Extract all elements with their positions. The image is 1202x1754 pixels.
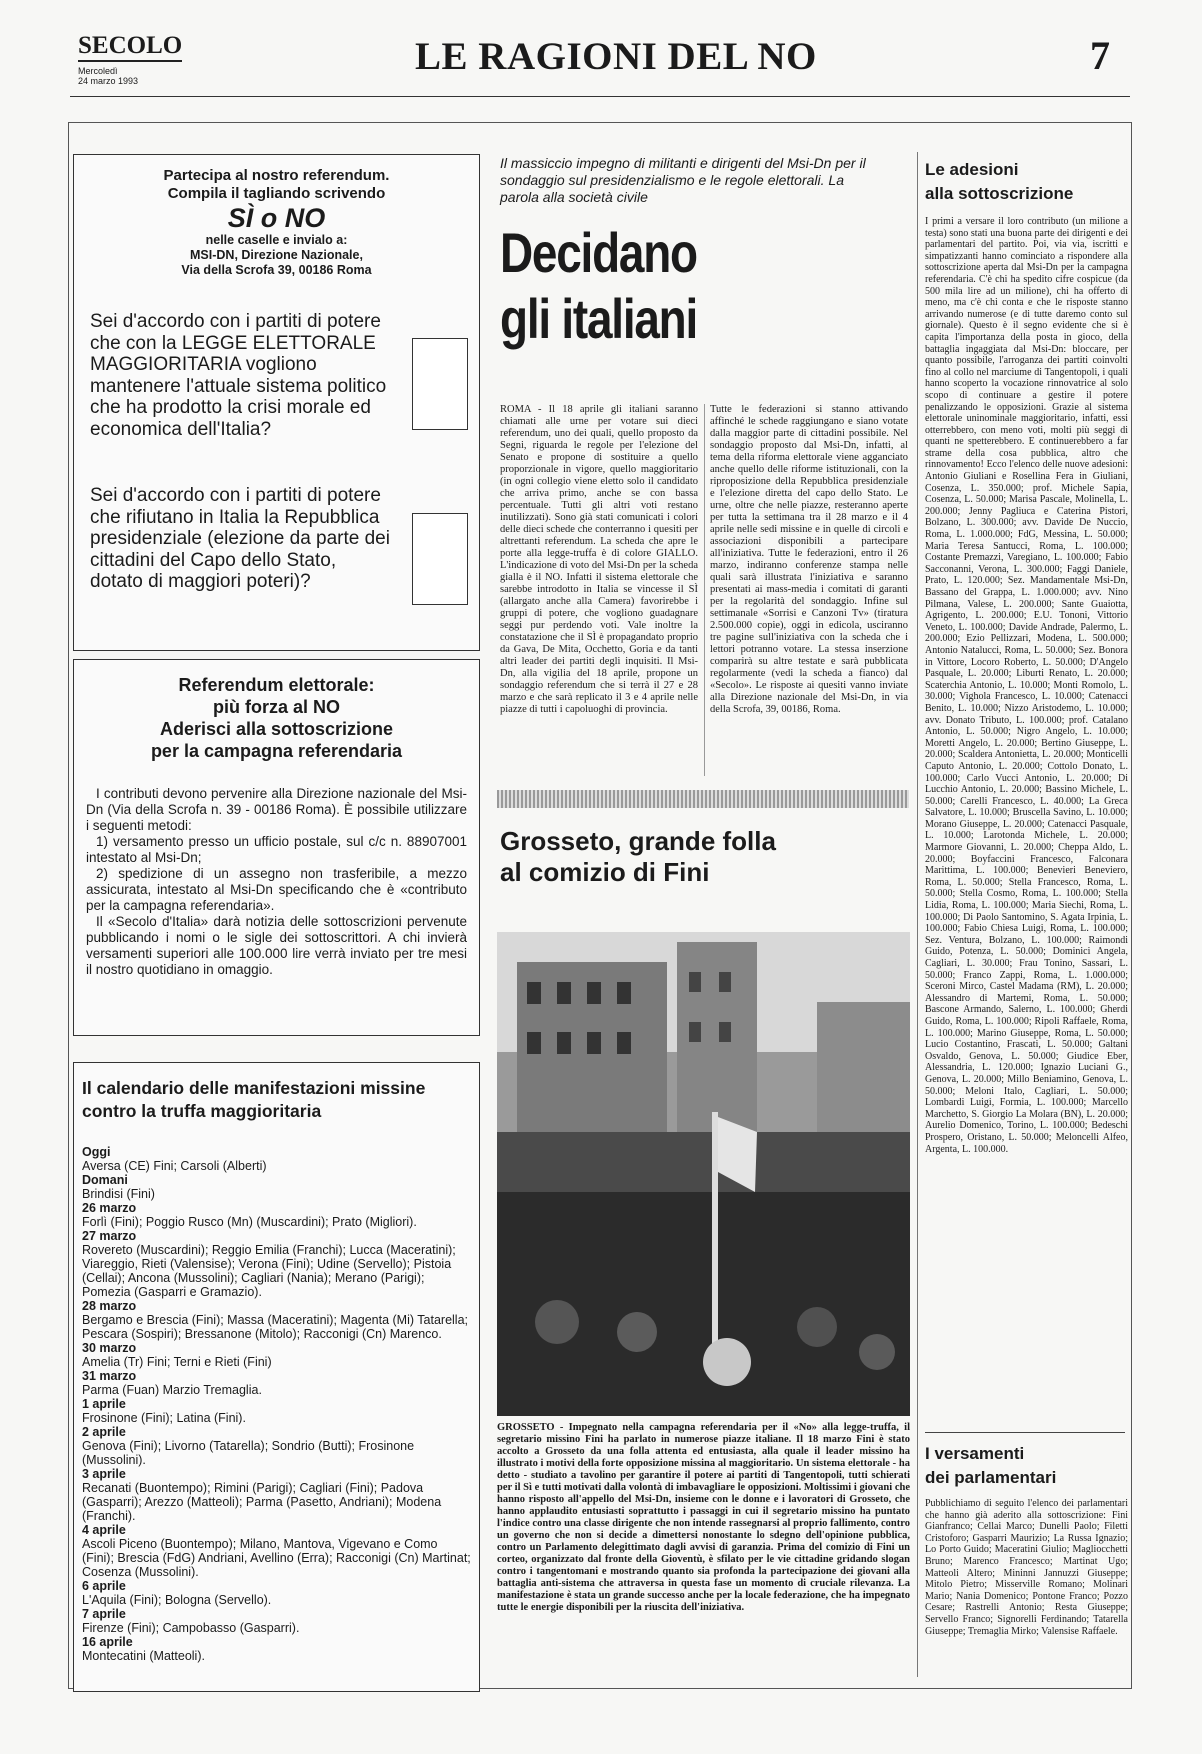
crowd-photo — [497, 932, 910, 1416]
answer-box-2[interactable] — [412, 513, 468, 605]
article-headline — [500, 220, 697, 352]
versamenti-title-2: dei parlamentari — [925, 1468, 1057, 1487]
calendar-list — [82, 1145, 479, 1663]
coupon-line-1: Partecipa al nostro referendum. — [163, 167, 390, 184]
article-column-1: ROMA - Il 18 aprile gli italiani saranno chiamati alle urne per votare sui dieci referendum, uno dei quali, quello proposto da Segni, riguarda le regole per l'elezione del Senato e propone di sostituire a quello proporzionale in vigore, quello maggioritario (in ogni collegio viene eletto solo il candidato che arriva primo, anche se con bassa percentuale. Tutti gli altri voti restano inutilizzati). Sono già stati comunicati i colori delle dieci schede che conterranno i quesiti per altrettanti referendum. La scheda che apre le porte alla legge-truffa è di colore GIALLO. L'indicazione di voto del Msi-Dn per la scheda gialla è il NO. Infatti il sistema elettorale che sarebbe introdotto in Italia se vincesse il SÌ (allargato anche alla Camera) favorirebbe i gruppi di potere, che vogliono guadagnare seggi pur perdendo voti. Vale inoltre la constatazione che il SÌ è propagandato proprio da Gava, De Mita, Occhetto, Goria e da tanti altri leader dei partiti degli inquisiti. Il Msi-Dn, alla vigilia del 18 aprile, propone un sondaggio referendum che si terrà il 27 e 28 marzo e che sarà replicato il 3 e 4 aprile nelle piazze di tutti i capoluoghi di provincia. — [500, 404, 698, 715]
subscription-title-1: Referendum elettorale: — [178, 675, 375, 695]
calendar-date: Oggi — [82, 1145, 111, 1159]
calendar-date: 27 marzo — [82, 1229, 137, 1243]
adesioni-body: I primi a versare il loro contributo (un milione a testa) sono stati una buona parte dei dirigenti e dei parlamentari del partito. Poi, via via, iscritti e simpatizzanti hanno cominciato a rispondere alla sottoscrizione aperta dal Msi-Dn per la campagna referendaria. C'è chi ha spedito cifre cospicue (da 500 mila lire ad un milione), chi ha offerto di meno, ma c'è chi conta e che le risposte stanno arrivando numerose (e di tutte daremo conto sul giornale). Questo è il segno evidente che si è capita l'importanza della posta in gioco, della battaglia ingaggiata dal Msi-Dn: bloccare, per quanto possibile, l'arroganza dei partiti coinvolti fino al collo nel marciume di Tangentopoli, i quali hanno scoperto la vocazione rinnovatrice al solo scopo di continuare a gestire il potere penalizzando le opposizioni. Grazie al sistema elettorale uninominale maggioritario, infatti, essi otterrebbero, con meno voti, molti più seggi di quanti ne spetterebbero. E continuerebbero a far strame della cosa pubblica, altro che rinnovamento! Ecco l'elenco delle nuove adesioni: Antonio Giuliani e Rosellina Fera in Giuliani, Cosenza, L. 350.000; prof. Michele Sapia, Cosenza, L. 50.000; Marisa Pascale, Molinella, L. 200.000; Jenny Pagliuca e Caterina Pistori, Bolzano, L. 300.000; avv. Davide De Nuccio, Roma, L. 1.000.000; FdG, Messina, L. 50.000; Maria Teresa Santucci, Roma, L. 100.000; Costante Premazzi, Varegiano, L. 100.000; Fabio Sacconanni, Verona, L. 300.000; Faggi Daniele, Prato, L. 120.000; Sez. Mandamentale Msi-Dn, Bassano del Grappa, L. 1.000.000; avv. Nino Pilmana, Valese, L. 200.000; Sante Guaiotta, Agrigento, L. 200.000; E.U. Tononi, Vittorio Veneto, L. 100.000; Davide Andrade, Palermo, L. 200.000; Ezio Pellizzari, Modena, L. 500.000; Antonio Natalucci, Roma, L. 50.000; Sez. Bonora in Vittore, Locoro Roberto, L. 50.000; D'Angelo Pasquale, L. 20.000; Liburti Renato, L. 20.000; Scaterchia Antonio, L. 10.000; Monti Romolo, L. 30.000; Vighola Francesco, L. 10.000; Catenacci Benito, L. 10.000; Nizzo Aristodemo, L. 10.000; avv. Donato Tributo, L. 100.000; prof. Catalano Antonio, L. 50.000; Nigro Angelo, L. 10.000; Moretti Angelo, L. 20.000; Bertino Giuseppe, L. 20.000; Scaldera Antonietta, L. 20.000; Monticelli Caputo Antonio, L. 20.000; Cottolo Donato, L. 100.000; Carlo Vucci Antonio, L. 20.000; Di Lucchio Antonio, L. 20.000; Bassino Michele, L. 50.000; Carelli Francesco, L. 40.000; La Greca Salvatore, L. 10.000; Bruscella Savino, L. 10.000; Morano Giuseppe, L. 20.000; Catenacci Pasquale, L. 10.000; Larotonda Michele, L. 20.000; Marmore Giovanni, L. 20.000; Cheppa Aldo, L. 20.000; Boyfaccini Francesco, Falconara Marittima, L. 100.000; Benevieri Beneviero, Roma, L. 50.000; Stella Francesco, Roma, L. 50.000; Stella Cosmo, Roma, L. 100.000; Stella Lidia, Roma, L. 100.000; Maria Siechi, Roma, L. 100.000; Di Paolo Santomino, S. Agata Irpinia, L. 100.000; Fabio Chiesa Luigi, Roma, L. 100.000; Sez. Ventura, Bolzano, L. 100.000; Raimondi Guido, Potenza, L. 50.000; Dominici Angela, Cagliari, L. 30.000; Frau Tonino, Sassari, L. 50.000; Franco Zappi, Roma, L. 1.000.000; Sceroni Mirco, Castel Madama (RM), L. 20.000; Alessandro di Martemi, Roma, L. 50.000; Bascone Armando, Salerno, L. 100.000; Gherdi Guido, Roma, L. 100.000; Ripoli Raffaele, Roma, L. 100.000; Marino Giuseppe, Roma, L. 50.000; Lucio Costantino, Frascati, L. 50.000; Galtani Osvaldo, Genova, L. 50.000; Giudice Eber, Alessandria, L. 120.000; Ignazio Luciani G., Genova, L. 20.000; Millo Beniamino, Genova, L. 50.000; Meloni Italo, Cagliari, L. 50.000; Lombardi Luigi, Formia, L. 100.000; Marcello Marchetto, S. Giorgio La Molara (BN), L. 20.000; Aurelio Domenico, Torino, L. 100.000; Bedeschi Prospero, Oristano, L. 50.000; Meloncelli Alfeo, Argenta, L. 100.000. — [925, 216, 1128, 1155]
answer-box-1[interactable] — [412, 338, 468, 430]
photo-caption: GROSSETO - Impegnato nella campagna referendaria per il «No» alla legge-truffa, il segretario missino Fini ha parlato in numerose piazze italiane. Il 18 marzo Fini è stato accolto a Grosseto da una folla attenta ed entusiasta, alla quale il leader missino ha illustrato i motivi della forte opposizione missina al maggioritario. Un sistema elettorale - ha detto - studiato a tavolino per garantire il potere ai partiti di Tangentopoli, tutti schierati per il Sì e tutti motivati dalla volontà di imbavagliare le opposizioni. Moltissimi i giovani che hanno risposto all'appello del Msi-Dn, insieme con le donne e i lavoratori di Grosseto, che hanno applaudito entusiasti soprattutto i passaggi in cui il segretario missino ha puntato l'indice contro una classe dirigente che non intende rassegnarsi al proprio fallimento, contro un governo che non si decide a dimettersi nonostante lo sdegno dell'opinione pubblica, contro un Parlamento delegittimato dagli avvisi di garanzia. Prima del comizio di Fini un corteo, organizzato dal fronte della Gioventù, è sfilato per le vie cittadine gridando slogan contro i tangentomani e mostrando quanto sia profonda la partecipazione dei giovani alla battaglia anti-sistema che attraversa in questa fase un momento di cruciale rilevanza. La manifestazione è stata un grande successo anche per la locale federazione, che ha impegnato tutte le energie disponibili per la riuscita dell'iniziativa. — [497, 1422, 910, 1613]
versamenti-section — [925, 1442, 1128, 1637]
calendar-title-1: Il calendario delle manifestazioni missine — [82, 1078, 426, 1098]
calendar-events: Forlì (Fini); Poggio Rusco (Mn) (Muscardini); Prato (Migliori). — [82, 1215, 417, 1229]
subscription-para-3: 2) spedizione di un assegno non trasferibile, a mezzo assicurata, intestato al Msi-Dn specificando che è «contributo per la campagna referendaria». — [86, 866, 467, 913]
article-column-2: Tutte le federazioni si stanno attivando affinché le schede raggiungano e siano votate dalla maggior parte di cittadini possibile. Nel sondaggio proposto dal Msi-Dn, infatti, al tema della riforma elettorale viene agganciato anche quello delle riforme istituzionali, con la riproposizione della Repubblica presidenziale e l'elezione diretta del capo dello Stato. Le urne, oltre che nelle piazze, resteranno aperte per tutta la settimana tra il 28 marzo e il 4 aprile nelle sedi missine e in quelle di circoli e associazioni disponibili a partecipare all'iniziativa. Tutte le federazioni, entro il 26 marzo, indiranno conferenze stampa nelle quali sarà illustrata l'iniziativa e saranno presentati ai mass-media i comitati di garanti per la regolarità del sondaggio. Infine sul settimanale «Sorrisi e Canzoni Tv» (tiratura 2.500.000 copie), oggi in edicola, usciranno tre pagine sull'iniziativa con la scheda che i lettori potranno votare. La stessa inserzione comparirà su altre testate e sarà pubblicata regolarmente (vedi la scheda a fianco) dal «Secolo». Le risposte ai quesiti vanno inviate alla Direzione nazionale del Msi-Dn, in via della Scrofa, 39, 00186, Roma. — [710, 404, 908, 715]
coupon-line-3: nelle caselle e invialo a: — [205, 233, 348, 247]
adesioni-title — [925, 158, 1128, 206]
calendar-events: Rovereto (Muscardini); Reggio Emilia (Franchi); Lucca (Maceratini); Viareggio, Rieti (Valensise); Verona (Fini); Udine (Servello); Pistoia (Cellai); Ancona (Mussolini); Cagliari (Nania); Merano (Parigi); Pomezia (Gasparri e Gramazio). — [82, 1243, 456, 1299]
headline-line-1: Decidano — [500, 221, 697, 284]
adesioni-title-1: Le adesioni — [925, 160, 1019, 179]
calendar-events: Parma (Fuan) Marzio Tremaglia. — [82, 1383, 262, 1397]
calendar-events: Amelia (Tr) Fini; Terni e Rieti (Fini) — [82, 1355, 272, 1369]
calendar-date: 28 marzo — [82, 1299, 137, 1313]
adesioni-title-2: alla sottoscrizione — [925, 184, 1074, 203]
subscription-para-2: 1) versamento presso un ufficio postale, sul c/c n. 88907001 intestato al Msi-Dn; — [86, 834, 467, 865]
coupon-line-4: MSI-DN, Direzione Nazionale, — [190, 248, 363, 262]
calendar-date: 31 marzo — [82, 1369, 137, 1383]
calendar-events: Genova (Fini); Livorno (Tatarella); Sondrio (Butti); Frosinone (Mussolini). — [82, 1439, 415, 1467]
adesioni-section — [925, 158, 1128, 1155]
calendar-date: 26 marzo — [82, 1201, 137, 1215]
calendar-title — [82, 1077, 479, 1123]
calendar-events: Frosinone (Fini); Latina (Fini). — [82, 1411, 246, 1425]
calendar-events: Bergamo e Brescia (Fini); Massa (Maceratini); Magenta (Mi) Tatarella; Pescara (Sospiri); Bressanone (Mitolo); Racconigi (Cn) Marenco. — [82, 1313, 469, 1341]
headline-line-2: gli italiani — [500, 287, 698, 350]
calendar-events: L'Aquila (Fini); Bologna (Servello). — [82, 1593, 272, 1607]
calendar-events: Brindisi (Fini) — [82, 1187, 155, 1201]
subscription-title-2: più forza al NO — [212, 697, 340, 717]
referendum-coupon — [73, 154, 480, 651]
date-weekday: Mercoledì — [78, 66, 118, 76]
calendar-events: Recanati (Buontempo); Rimini (Parigi); Cagliari (Fini); Padova (Gasparri); Arezzo (Matteoli); Parma (Pasetto, Andriani); Modena (Franchi). — [82, 1481, 442, 1523]
section-title: LE RAGIONI DEL NO — [415, 35, 817, 78]
versamenti-title — [925, 1442, 1128, 1490]
calendar-date: 4 aprile — [82, 1523, 126, 1537]
subscription-title-3: Aderisci alla sottoscrizione — [159, 719, 394, 739]
si-no-label: SÌ o NO — [227, 203, 326, 233]
page-header — [70, 28, 1130, 90]
date-full: 24 marzo 1993 — [78, 76, 139, 86]
calendar-date: 6 aprile — [82, 1579, 126, 1593]
grosseto-headline — [500, 826, 776, 888]
masthead: SECOLO — [78, 32, 182, 62]
question-2: Sei d'accordo con i partiti di potere che rifiutano in Italia la Repubblica presidenziale (elezione da parte dei cittadini del Capo dello Stato, dotato di maggiori poteri)? — [90, 485, 390, 592]
subscription-title-4: per la campagna referendaria — [150, 741, 403, 761]
calendar-date: 30 marzo — [82, 1341, 137, 1355]
coupon-heading — [74, 167, 479, 203]
versamenti-rule — [925, 1432, 1125, 1433]
article-kicker: Il massiccio impegno di militanti e dirigenti del Msi-Dn per il sondaggio sul presidenzialismo e le regole elettorali. La parola alla società civile — [500, 155, 866, 205]
subscription-body — [74, 786, 479, 978]
calendar-date: 3 aprile — [82, 1467, 126, 1481]
subscription-para-4: Il «Secolo d'Italia» darà notizia delle sottoscrizioni pervenute pubblicando i nomi o le sigle dei sottoscrittori. A chi invierà versamenti superiori alle 100.000 lire verrà inviato per tre mesi il nostro quotidiano in omaggio. — [86, 914, 467, 977]
subscription-para-1: I contributi devono pervenire alla Direzione nazionale del Msi-Dn (Via della Scrofa n. 39 - 00186 Roma). È possibile utilizzare i seguenti metodi: — [86, 786, 467, 833]
subscription-heading — [74, 674, 479, 762]
page-number: 7 — [1090, 33, 1110, 78]
coupon-line-5: Via della Scrofa 39, 00186 Roma — [181, 263, 372, 277]
calendar-events: Montecatini (Matteoli). — [82, 1649, 205, 1663]
versamenti-body: Pubblichiamo di seguito l'elenco dei parlamentari che hanno già aderito alla sottoscrizione: Fini Gianfranco; Cellai Marco; Dunelli Paolo; Filetti Cristoforo; Gasparri Maurizio; La Russa Ignazio; Lo Porto Guido; Maceratini Giulio; Magliocchetti Bruno; Marenco Francesco; Martinat Ugo; Matteoli Altero; Mininni Jannuzzi Giuseppe; Mitolo Pietro; Misserville Romano; Molinari Mario; Nania Domenico; Pontone Franco; Pozzo Cesare; Rastrelli Antonio; Resta Giuseppe; Servello Franco; Signorelli Ferdinando; Tatarella Giuseppe; Tremaglia Mirko; Valensise Raffaele. — [925, 1498, 1128, 1637]
section-divider-rule — [497, 790, 909, 808]
calendar-title-2: contro la truffa maggioritaria — [82, 1101, 322, 1121]
coupon-address — [74, 233, 479, 278]
crowd-photo-illustration — [497, 932, 910, 1416]
calendar-date: 16 aprile — [82, 1635, 133, 1649]
header-rule — [70, 96, 1130, 97]
calendar-events: Aversa (CE) Fini; Carsoli (Alberti) — [82, 1159, 267, 1173]
calendar-date: 7 aprile — [82, 1607, 126, 1621]
calendar-date: 1 aprile — [82, 1397, 126, 1411]
right-column-divider — [917, 152, 918, 1677]
date-line — [78, 66, 188, 86]
coupon-line-2: Compila il tagliando scrivendo — [167, 185, 386, 202]
column-divider — [704, 404, 705, 776]
subscription-box — [73, 659, 480, 1036]
grosseto-headline-1: Grosseto, grande folla — [500, 826, 776, 856]
calendar-box — [73, 1062, 480, 1692]
calendar-events: Firenze (Fini); Campobasso (Gasparri). — [82, 1621, 300, 1635]
calendar-events: Ascoli Piceno (Buontempo); Milano, Mantova, Vigevano e Como (Fini); Brescia (FdG) Andriani, Avellino (Erra); Racconigi (Cn) Martinat; Cosenza (Mussolini). — [82, 1537, 471, 1579]
versamenti-title-1: I versamenti — [925, 1444, 1025, 1463]
calendar-date: 2 aprile — [82, 1425, 126, 1439]
calendar-date: Domani — [82, 1173, 128, 1187]
grosseto-headline-2: al comizio di Fini — [500, 857, 710, 887]
question-1: Sei d'accordo con i partiti di potere che con la LEGGE ELETTORALE MAGGIORITARIA vogliono mantenere l'attuale sistema politico che ha prodotto la crisi morale ed economica dell'Italia? — [90, 311, 387, 440]
